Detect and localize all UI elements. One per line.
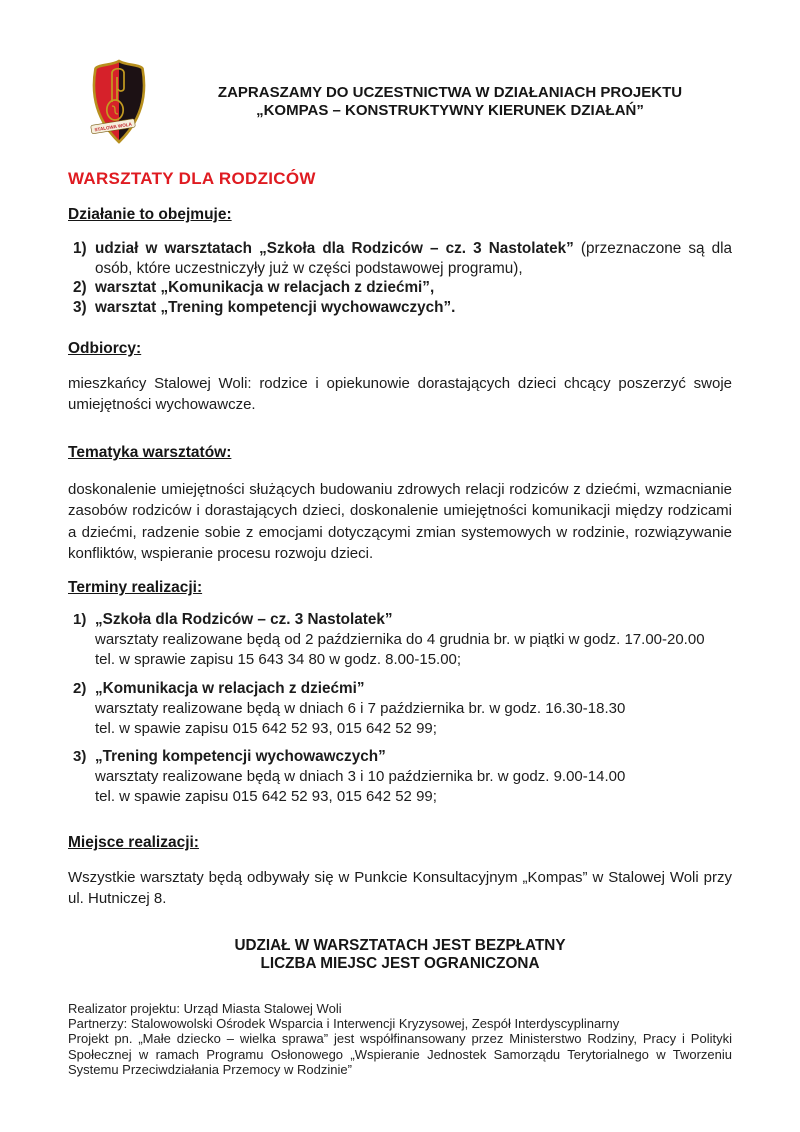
terminy-item-title-row	[73, 610, 732, 630]
highlight-banner	[68, 937, 732, 972]
footer-credits	[68, 1001, 732, 1077]
section-heading-tematyka: Tematyka warsztatów:	[68, 444, 232, 461]
terminy-item-title-row	[73, 747, 732, 767]
workshop-schedule: warsztaty realizowane będą od 2 października do 4 grudnia br. w piątki w godz. 17.00-20.00	[95, 631, 705, 648]
list-item-regular-text: (przeznaczone są dla osób, które uczestniczyły już w części podstawowej programu),	[95, 240, 732, 277]
footer-partnerzy: Partnerzy: Stalowowolski Ośrodek Wsparcia i Interwencji Kryzysowej, Zespół Interdyscyplinarny	[68, 1016, 620, 1032]
footer-realizator: Realizator projektu: Urząd Miasta Stalowej Woli	[68, 1001, 342, 1016]
tematyka-paragraph: doskonalenie umiejętności służących budowaniu zdrowych relacji rodziców z dziećmi, wzmacnianie zasobów rodziców i dorastających dzieci, doskonalenie umiejętności komunikacji między rodzicami a dziećmi, radzenie sobie z emocjami dotyczącymi zmian systemowych w rodzinie, rozwiązywanie konfliktów, wspieranie procesu rozwoju dzieci.	[68, 481, 732, 562]
dzialanie-list	[68, 239, 732, 317]
list-item-number: 1)	[73, 611, 87, 628]
section-heading-odbiorcy: Odbiorcy:	[68, 340, 142, 357]
workshop-title: „Szkoła dla Rodziców – cz. 3 Nastolatek”	[95, 611, 393, 628]
list-item	[73, 278, 732, 298]
stalowa-wola-crest-logo	[88, 58, 150, 147]
odbiorcy-paragraph: mieszkańcy Stalowej Woli: rodzice i opiekunowie dorastających dzieci chcący poszerzyć swoje umiejętności wychowawcze.	[68, 375, 732, 413]
workshop-title: „Trening kompetencji wychowawczych”	[95, 748, 386, 765]
workshop-schedule: warsztaty realizowane będą w dniach 3 i 10 października br. w godz. 9.00-14.00	[95, 768, 626, 785]
header-line-2: „KOMPAS – KONSTRUKTYWNY KIERUNEK DZIAŁAŃ”	[256, 101, 644, 119]
list-item-number: 2)	[73, 679, 87, 697]
highlight-line-1: UDZIAŁ W WARSZTATACH JEST BEZPŁATNY	[234, 937, 566, 954]
highlight-line-2: LICZBA MIEJSC JEST OGRANICZONA	[260, 954, 540, 972]
crest-ribbon-text: STALOWA WOLA	[94, 121, 133, 133]
section-heading-miejsce: Miejsce realizacji:	[68, 834, 199, 851]
workshop-schedule: warsztaty realizowane będą w dniach 6 i 7 października br. w godz. 16.30-18.30	[95, 699, 626, 717]
list-item-bold-text: udział w warsztatach „Szkoła dla Rodziców – cz. 3 Nastolatek”	[95, 240, 574, 257]
list-item-text	[95, 239, 732, 278]
terminy-list	[68, 610, 732, 816]
workshop-phone: tel. w sprawie zapisu 15 643 34 80 w godz. 8.00-15.00;	[95, 651, 462, 668]
crest-icon	[88, 58, 150, 147]
terminy-item	[73, 610, 732, 670]
list-item-text	[95, 278, 732, 298]
header-line-1: ZAPRASZAMY DO UCZESTNICTWA W DZIAŁANIACH PROJEKTU	[217, 84, 683, 101]
list-item-number: 2)	[73, 279, 87, 296]
list-item-number: 3)	[73, 298, 87, 316]
workshop-details	[73, 767, 732, 807]
terminy-item-title-row	[73, 679, 732, 699]
section-heading-terminy: Terminy realizacji:	[68, 579, 203, 596]
workshop-phone: tel. w spawie zapisu 015 642 52 93, 015 642 52 99;	[95, 719, 437, 737]
list-item	[73, 239, 732, 278]
miejsce-paragraph: Wszystkie warsztaty będą odbywały się w Punkcie Konsultacyjnym „Kompas” w Stalowej Woli przy ul. Hutniczej 8.	[68, 869, 732, 907]
list-item-number: 3)	[73, 748, 87, 765]
terminy-item	[73, 747, 732, 807]
footer-projekt: Projekt pn. „Małe dziecko – wielka sprawa” jest współfinansowany przez Ministerstwo Rodziny, Pracy i Polityki Społecznej w ramach Programu Osłonowego „Wspieranie Jednostek Samorządu Terytorialnego w Tworzeniu Systemu Przeciwdziałania Przemocy w Rodzinie”	[68, 1031, 732, 1077]
list-item	[73, 298, 732, 318]
workshop-title: „Komunikacja w relacjach z dziećmi”	[95, 679, 365, 697]
header-invitation	[160, 84, 740, 119]
terminy-item	[73, 679, 732, 739]
section-heading-dzialanie: Działanie to obejmuje:	[68, 206, 232, 223]
workshop-details	[73, 699, 732, 739]
list-item-bold-text: warsztat „Komunikacja w relacjach z dziećmi”,	[95, 279, 435, 296]
workshop-details	[73, 630, 732, 670]
list-item-bold-text: warsztat „Trening kompetencji wychowawczych”.	[95, 298, 456, 316]
list-item-text	[95, 298, 732, 318]
workshop-phone: tel. w spawie zapisu 015 642 52 93, 015 642 52 99;	[95, 788, 437, 805]
list-item-number: 1)	[73, 240, 87, 257]
page-title: WARSZTATY DLA RODZICÓW	[68, 169, 316, 188]
